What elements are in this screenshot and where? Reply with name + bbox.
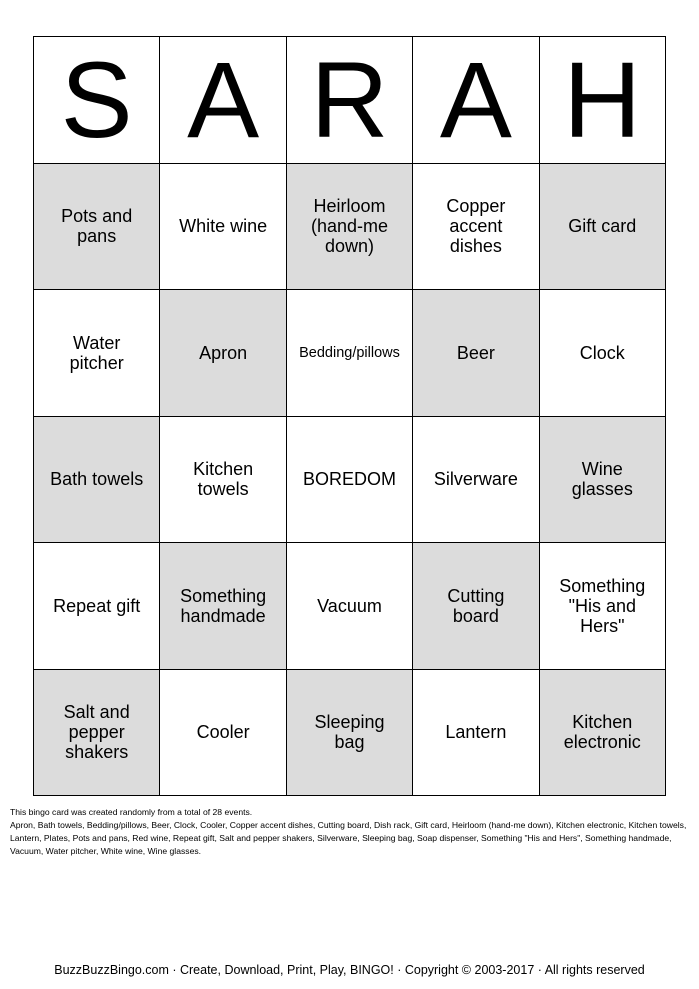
bingo-cell xyxy=(34,164,160,291)
bingo-cell-text: Wine glasses xyxy=(571,459,633,500)
bingo-cell-text: Repeat gift xyxy=(53,595,141,616)
bingo-cell-text: White wine xyxy=(179,216,268,237)
bingo-cell xyxy=(160,417,286,544)
bingo-cell-text: Bath towels xyxy=(50,469,144,490)
bingo-cell-text: Something handmade xyxy=(180,585,267,626)
bingo-cell xyxy=(287,670,413,797)
card-info-summary: This bingo card was created randomly from a total of 28 events. xyxy=(10,807,253,817)
bingo-cell-text: Lantern xyxy=(445,722,507,743)
bingo-cell-text: Sleeping bag xyxy=(314,712,385,753)
bingo-cell xyxy=(34,543,160,670)
bingo-cell-text: Salt and pepper shakers xyxy=(63,702,130,763)
bingo-cell xyxy=(540,290,666,417)
bingo-cell xyxy=(34,670,160,797)
bingo-cell xyxy=(540,543,666,670)
bingo-cell xyxy=(287,417,413,544)
header-letter: A xyxy=(413,37,539,164)
bingo-cell-text: Copper accent dishes xyxy=(446,196,506,257)
card-info-events: Apron, Bath towels, Bedding/pillows, Beer, Clock, Cooler, Copper accent dishes, Cutting board, Dish rack, Gift card, Heirloom (hand-me down), Kitchen electronic, Kitchen towels, Lantern, Plates, Pots and pans, Red wine, Repeat gift, Salt and pepper shakers, Silverware, Sleeping bag, Soap dispenser, Something "His and Hers", Something handmade, Vacuum, Water pitcher, White wine, Wine glasses. xyxy=(10,820,687,856)
bingo-cell xyxy=(34,290,160,417)
card-info xyxy=(10,806,692,858)
bingo-cell xyxy=(160,670,286,797)
bingo-cell xyxy=(160,290,286,417)
bingo-cell xyxy=(413,543,539,670)
bingo-cell-text: Something "His and Hers" xyxy=(559,575,646,636)
bingo-cell xyxy=(287,543,413,670)
bingo-cell xyxy=(287,290,413,417)
bingo-cell xyxy=(160,164,286,291)
bingo-cell xyxy=(287,164,413,291)
bingo-cell xyxy=(34,417,160,544)
bingo-cell-text: Gift card xyxy=(568,216,637,237)
bingo-card xyxy=(33,36,666,796)
bingo-cell-text: Apron xyxy=(199,342,248,363)
bingo-cell xyxy=(413,164,539,291)
bingo-cell-text: Kitchen electronic xyxy=(563,712,641,753)
header-letter: A xyxy=(160,37,286,164)
bingo-cell-text: Silverware xyxy=(433,469,518,490)
bingo-cell-text: Kitchen towels xyxy=(193,459,254,500)
bingo-cell xyxy=(413,290,539,417)
bingo-cell-text: Vacuum xyxy=(317,595,382,616)
bingo-cell-text: Beer xyxy=(456,342,495,363)
bingo-cell-text: Clock xyxy=(579,342,625,363)
bingo-cell-text: Pots and pans xyxy=(61,206,133,247)
bingo-cell xyxy=(540,670,666,797)
header-letter: R xyxy=(287,37,413,164)
bingo-cell xyxy=(413,417,539,544)
bingo-cell-text: BOREDOM xyxy=(302,469,396,490)
bingo-cell xyxy=(413,670,539,797)
bingo-cell xyxy=(160,543,286,670)
bingo-cell-text: Cooler xyxy=(196,722,250,743)
header-letter: H xyxy=(540,37,666,164)
page-footer: BuzzBuzzBingo.com · Create, Download, Print, Play, BINGO! · Copyright © 2003-2017 · All rights reserved xyxy=(54,963,645,977)
bingo-cell-text: Bedding/pillows xyxy=(299,344,400,361)
bingo-cell-text: Water pitcher xyxy=(69,332,124,373)
header-letter: S xyxy=(34,37,160,164)
bingo-cell xyxy=(540,417,666,544)
bingo-cell-text: Heirloom (hand-me down) xyxy=(310,196,388,257)
bingo-cell-text: Cutting board xyxy=(447,585,505,626)
bingo-cell xyxy=(540,164,666,291)
